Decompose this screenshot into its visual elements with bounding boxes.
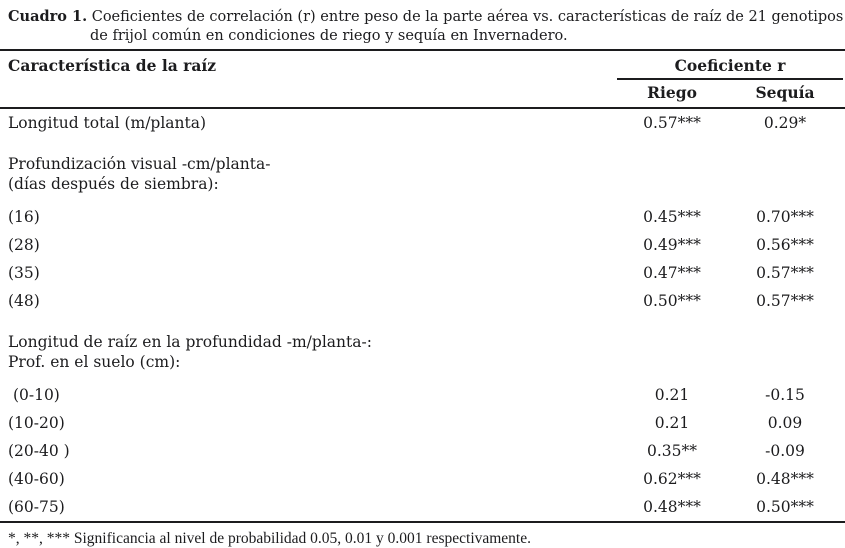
section-header-row	[8, 137, 843, 203]
riego-value: 0.57***	[643, 114, 701, 132]
section-header-line: Prof. en el suelo (cm):	[8, 353, 181, 371]
column-header-riego: Riego	[647, 83, 697, 102]
column-header-caracteristica: Característica de la raíz	[8, 56, 217, 75]
riego-value: 0.62***	[643, 470, 701, 488]
row-label: (35)	[8, 264, 40, 282]
table-row	[8, 203, 843, 231]
table-caption-label: Cuadro 1.	[8, 8, 88, 25]
row-label: (28)	[8, 236, 40, 254]
column-group-header-coeficiente-r: Coeficiente r	[674, 56, 786, 75]
table-body	[0, 109, 845, 521]
table-row	[8, 109, 843, 137]
riego-value: 0.47***	[643, 264, 701, 282]
table-row	[8, 231, 843, 259]
coefficient-header-group	[617, 51, 843, 107]
sequia-value: -0.15	[765, 386, 805, 404]
table-row	[8, 493, 843, 521]
row-label: (16)	[8, 208, 40, 226]
row-label: (48)	[8, 292, 40, 310]
section-header-line: Profundización visual -cm/planta-	[8, 155, 271, 173]
section-header-line: (días después de siembra):	[8, 175, 219, 193]
sequia-value: 0.29*	[763, 114, 807, 132]
riego-value: 0.21	[654, 414, 690, 432]
sequia-value: 0.57***	[756, 292, 814, 310]
table-row	[8, 465, 843, 493]
sequia-value: 0.57***	[756, 264, 814, 282]
sequia-value: 0.70***	[756, 208, 814, 226]
table-row	[8, 409, 843, 437]
section-header-line: Longitud de raíz en la profundidad -m/planta-:	[8, 333, 372, 351]
riego-value: 0.45***	[643, 208, 701, 226]
significance-footnote: *, **, *** Significancia al nivel de probabilidad 0.05, 0.01 y 0.001 respectivamente.	[8, 530, 531, 547]
table-caption-text: Coeficientes de correlación (r) entre peso de la parte aérea vs. características de raíz de 21 genotipos	[91, 9, 844, 25]
table-row	[8, 381, 843, 409]
table-row	[8, 259, 843, 287]
riego-value: 0.48***	[643, 498, 701, 516]
sequia-value: 0.50***	[756, 498, 814, 516]
row-label: (60-75)	[8, 498, 65, 516]
sequia-value: -0.09	[765, 442, 805, 460]
row-label: (0-10)	[8, 386, 60, 404]
column-header-sequia: Sequía	[755, 83, 815, 102]
riego-value: 0.35**	[646, 442, 697, 460]
table-caption-line2: de frijol común en condiciones de riego y sequía en Invernadero.	[90, 28, 568, 44]
table-header	[0, 51, 845, 107]
row-label: (40-60)	[8, 470, 65, 488]
riego-value: 0.50***	[643, 292, 701, 310]
sequia-value: 0.09	[767, 414, 803, 432]
table-caption	[0, 0, 845, 46]
riego-value: 0.49***	[643, 236, 701, 254]
row-label: (20-40 )	[8, 442, 70, 460]
table-row	[8, 287, 843, 315]
section-header-row	[8, 315, 843, 381]
table-caption-line1	[8, 7, 844, 27]
sequia-value: 0.48***	[756, 470, 814, 488]
sub-header-row	[617, 80, 843, 107]
row-label: Longitud total (m/planta)	[8, 114, 207, 132]
sequia-value: 0.56***	[756, 236, 814, 254]
row-label: (10-20)	[8, 414, 65, 432]
table-row	[8, 437, 843, 465]
riego-value: 0.21	[654, 386, 690, 404]
